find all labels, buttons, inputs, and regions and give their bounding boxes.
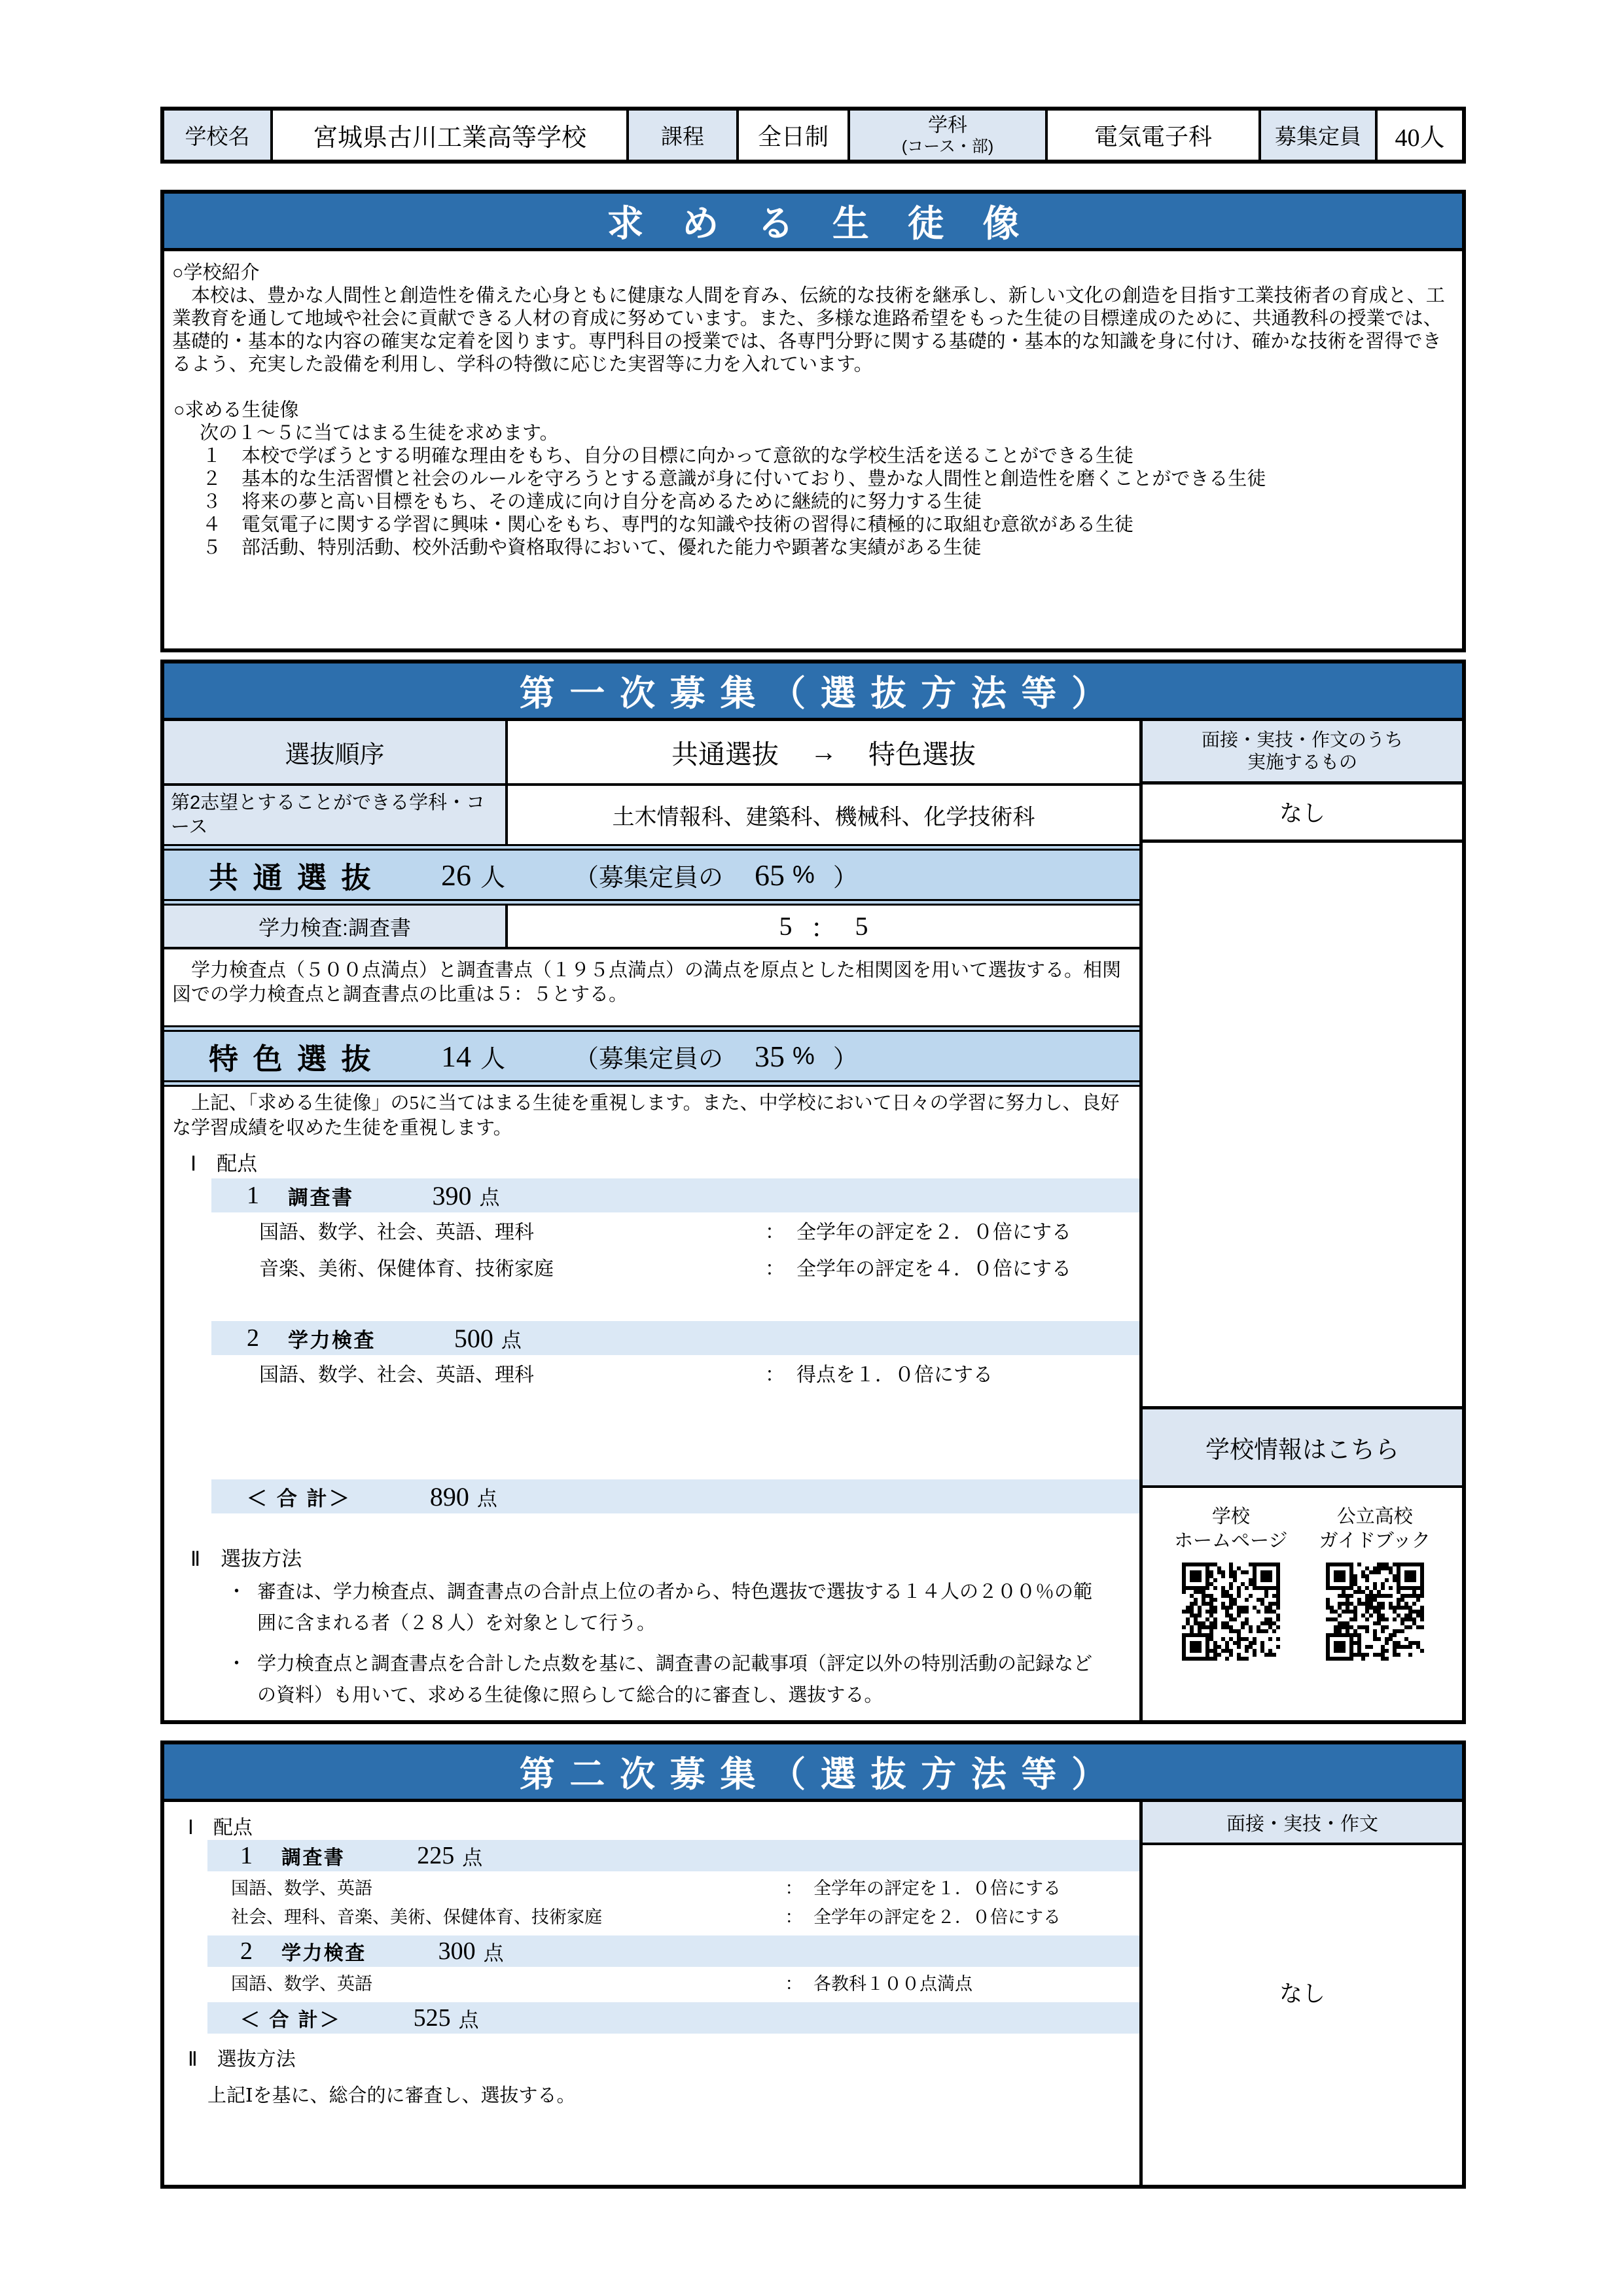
ideal-item-5 bbox=[202, 537, 1448, 559]
ratio-colon: ： bbox=[810, 913, 846, 943]
school-name-value: 宮城県古川工業高等学校 bbox=[270, 111, 626, 160]
side-body-cell bbox=[1143, 1845, 1462, 2185]
first-main-column bbox=[164, 721, 1143, 1720]
rule: 全学年の評定を４．０倍にする bbox=[796, 1258, 1071, 1280]
department-label-line2: (コース・部) bbox=[901, 137, 994, 156]
second-recruitment-body bbox=[164, 1802, 1462, 2185]
common-ratio-prefix: （募集定員の bbox=[574, 864, 724, 892]
rule: 全学年の評定を１．０倍にする bbox=[813, 1879, 1061, 1898]
band-number: 1 bbox=[247, 1182, 259, 1209]
band-name: 調査書 bbox=[288, 1186, 354, 1209]
exam-points-band bbox=[207, 1935, 1139, 1967]
item-text: 将来の夢と高い目標をもち、その達成に向け自分を高めるために継続的に努力する生徒 bbox=[241, 491, 982, 512]
ideal-item-3 bbox=[202, 491, 1448, 514]
second-main-column bbox=[164, 1802, 1143, 2185]
first-recruitment-body bbox=[164, 721, 1462, 1720]
rule: 全学年の評定を２．０倍にする bbox=[796, 1222, 1071, 1243]
qr-label-line2: ホームページ bbox=[1174, 1530, 1288, 1551]
total-label: ＜ 合 計＞ bbox=[247, 1487, 351, 1510]
total-points-unit: 点 bbox=[458, 2008, 479, 2032]
seek-heading: ○求める生徒像 bbox=[173, 400, 299, 421]
ideal-item-4 bbox=[202, 514, 1448, 537]
ideal-student-body bbox=[164, 251, 1462, 648]
band-points: 300 bbox=[438, 1937, 476, 1965]
band-name: 学力検査 bbox=[288, 1328, 376, 1352]
item-number: ３ bbox=[202, 491, 222, 512]
school-intro-heading: ○学校紹介 bbox=[172, 262, 260, 283]
method-heading: Ⅱ 選抜方法 bbox=[190, 1547, 302, 1570]
ideal-student-section bbox=[160, 190, 1466, 652]
subjects: 音楽、美術、保健体育、技術家庭 bbox=[259, 1258, 554, 1280]
interview-practical-essay-value: なし bbox=[1279, 1981, 1325, 2007]
guidebook-qr-block bbox=[1319, 1505, 1431, 1720]
common-ratio-percent-sign: % bbox=[793, 860, 815, 889]
colon-separator: ： bbox=[785, 1974, 803, 1994]
order-common: 共通選抜 bbox=[671, 739, 779, 769]
interview-practical-essay-value: なし bbox=[1143, 785, 1462, 843]
subjects: 国語、数学、英語 bbox=[231, 1974, 372, 1994]
department-value: 電気電子科 bbox=[1045, 111, 1258, 160]
subject-rule-line bbox=[231, 1877, 1139, 1900]
side-header-line1: 面接・実技・作文のうち bbox=[1201, 730, 1403, 750]
report-points-band bbox=[211, 1178, 1139, 1212]
common-selection-name: 共通選抜 bbox=[209, 860, 386, 894]
spacer bbox=[172, 376, 1448, 399]
subjects: 国語、数学、英語 bbox=[231, 1879, 372, 1898]
colon-separator: ： bbox=[765, 1364, 785, 1386]
band-points-unit: 点 bbox=[501, 1328, 522, 1352]
school-homepage-qr-code-icon bbox=[1182, 1563, 1280, 1661]
subject-rule-line bbox=[259, 1257, 1139, 1282]
bullet-icon: ・ bbox=[227, 1581, 247, 1602]
second-choice-row bbox=[164, 786, 1139, 844]
band-points: 500 bbox=[454, 1323, 493, 1353]
subject-rule-line bbox=[259, 1220, 1139, 1245]
common-ratio-suffix: ） bbox=[832, 864, 858, 892]
school-intro-paragraph: 本校は、豊かな人間性と創造性を備えた心身ともに健康な人間を育み、伝統的な技術を継承し、新しい文化の創造を目指す工業技術者の育成と、工業教育を通して地域や社会に貢献できる人材の育成に努めています。また、多様な進路希望をもった生徒の目標達成のために、共通教科の授業では、基礎的・基本的な内容の確実な定着を図ります。専門科目の授業では、各専門分野に関する基礎的・基本的な知識を身に付け、確かな技術を習得できるよう、充実した設備を利用し、学科の特徴に応じた実習等に力を入れています。 bbox=[172, 285, 1445, 375]
second-recruitment-banner: 第二次募集（選抜方法等） bbox=[164, 1744, 1462, 1802]
special-ratio-prefix: （募集定員の bbox=[574, 1045, 724, 1073]
ideal-student-banner: 求める生徒像 bbox=[164, 194, 1462, 251]
side-empty-cell bbox=[1143, 843, 1462, 1409]
band-number: 2 bbox=[240, 1937, 253, 1965]
total-points: 890 bbox=[429, 1481, 469, 1511]
item-number: ２ bbox=[202, 468, 222, 489]
ratio-report: 5 bbox=[855, 911, 878, 941]
item-text: 部活動、特別活動、校外活動や資格取得において、優れた能力や顕著な実績がある生徒 bbox=[241, 537, 982, 558]
band-points: 390 bbox=[432, 1180, 472, 1210]
selection-order-value bbox=[508, 721, 1139, 783]
band-points-unit: 点 bbox=[483, 1941, 504, 1965]
special-selection-band bbox=[164, 1025, 1139, 1087]
common-selection-description: 学力検査点（５００点満点）と調査書点（１９５点満点）の満点を原点とした相関図を用いて選抜する。相関図での学力検査点と調査書点の比重は５：５とする。 bbox=[172, 960, 1122, 1005]
method-item bbox=[227, 1648, 1104, 1711]
total-points-band bbox=[207, 2002, 1139, 2034]
colon-separator: ： bbox=[765, 1222, 785, 1243]
course-value: 全日制 bbox=[736, 111, 847, 160]
side-header-line2: 実施するもの bbox=[1247, 752, 1357, 772]
school-info-heading: 学校情報はこちら bbox=[1143, 1409, 1462, 1488]
common-selection-band bbox=[164, 844, 1139, 906]
colon-separator: ： bbox=[765, 1258, 785, 1280]
course-label: 課程 bbox=[626, 111, 736, 160]
total-points: 525 bbox=[413, 2004, 451, 2032]
special-selection-description: 上記、「求める生徒像」の5に当てはまる生徒を重視します。また、中学校において日々の学習に努力し、良好な学習成績を収めた生徒を重視します。 bbox=[172, 1093, 1120, 1139]
selection-order-row bbox=[164, 721, 1139, 786]
band-points-unit: 点 bbox=[479, 1186, 500, 1209]
capacity-label: 募集定員 bbox=[1258, 111, 1375, 160]
exam-report-ratio-row bbox=[164, 906, 1139, 949]
special-ratio-suffix: ） bbox=[832, 1045, 858, 1073]
common-selection-count-unit: 人 bbox=[480, 864, 506, 892]
band-points: 225 bbox=[417, 1842, 455, 1869]
subject-rule-line bbox=[231, 1905, 1139, 1929]
qr-label-line1: 公立高校 bbox=[1336, 1506, 1413, 1527]
band-number: 2 bbox=[247, 1324, 259, 1352]
band-name: 学力検査 bbox=[281, 1943, 366, 1964]
second-recruitment-section bbox=[160, 1740, 1466, 2189]
special-selection-count-unit: 人 bbox=[480, 1045, 506, 1073]
exam-report-ratio-label: 学力検査:調査書 bbox=[164, 906, 508, 947]
arrow-right-icon: → bbox=[810, 737, 837, 767]
qr-label-line2: ガイドブック bbox=[1319, 1530, 1431, 1551]
selection-order-label: 選抜順序 bbox=[164, 721, 508, 783]
second-choice-label: 第2志望とすることができる学科・コース bbox=[164, 786, 508, 844]
item-text: 基本的な生活習慣と社会のルールを守ろうとする意識が身に付いており、豊かな人間性と創造性を磨くことができる生徒 bbox=[241, 468, 1266, 489]
band-points-unit: 点 bbox=[462, 1846, 483, 1869]
subject-rule-line bbox=[231, 1972, 1139, 1996]
method-text: 審査は、学力検査点、調査書点の合計点上位の者から、特色選抜で選抜する１４人の２００％の範囲に含まれる者（２８人）を対象として行う。 bbox=[257, 1581, 1093, 1634]
interview-practical-essay-header bbox=[1143, 721, 1462, 785]
ideal-item-1 bbox=[202, 445, 1448, 468]
interview-practical-essay-header: 面接・実技・作文 bbox=[1143, 1802, 1462, 1845]
first-recruitment-section bbox=[160, 660, 1466, 1724]
exam-points-band bbox=[211, 1321, 1139, 1355]
second-choice-value: 土木情報科、建築科、機械科、化学技術科 bbox=[612, 805, 1035, 830]
special-selection-name: 特色選抜 bbox=[209, 1042, 386, 1076]
total-points-band bbox=[211, 1479, 1139, 1513]
rule: 各教科１００点満点 bbox=[813, 1974, 972, 1994]
department-label-line1: 学科 bbox=[928, 114, 967, 136]
seek-intro: 次の１～５に当てはまる生徒を求めます。 bbox=[200, 423, 559, 444]
ratio-exam: 5 bbox=[779, 911, 802, 941]
band-number: 1 bbox=[240, 1842, 253, 1869]
qr-label-line1: 学校 bbox=[1211, 1506, 1250, 1527]
rule: 得点を１．０倍にする bbox=[796, 1364, 993, 1386]
common-selection-count: 26 bbox=[441, 858, 472, 892]
allocation-heading: Ⅰ 配点 bbox=[188, 1817, 253, 1839]
total-points-unit: 点 bbox=[476, 1487, 497, 1510]
band-name: 調査書 bbox=[281, 1847, 346, 1869]
report-points-band bbox=[207, 1840, 1139, 1871]
special-selection-content bbox=[164, 1087, 1139, 1720]
exam-report-ratio-value bbox=[508, 906, 1139, 947]
item-number: ４ bbox=[202, 514, 222, 535]
total-label: ＜ 合 計＞ bbox=[240, 2009, 342, 2031]
school-name-label: 学校名 bbox=[164, 111, 270, 160]
colon-separator: ： bbox=[785, 1879, 803, 1898]
colon-separator: ： bbox=[785, 1907, 803, 1927]
bullet-icon: ・ bbox=[227, 1653, 247, 1674]
item-text: 電気電子に関する学習に興味・関心をもち、専門的な知識や技術の習得に積極的に取組む意欲がある生徒 bbox=[241, 514, 1134, 535]
special-ratio-percent-sign: % bbox=[793, 1042, 815, 1070]
method-item bbox=[227, 1576, 1104, 1639]
school-homepage-qr-block bbox=[1174, 1505, 1287, 1720]
first-recruitment-banner: 第一次募集（選抜方法等） bbox=[164, 663, 1462, 721]
method-heading: Ⅱ 選抜方法 bbox=[188, 2049, 296, 2070]
special-selection-count: 14 bbox=[441, 1039, 472, 1073]
common-ratio-percent: 65 bbox=[755, 858, 785, 892]
item-number: １ bbox=[202, 446, 222, 467]
allocation-heading: Ⅰ 配点 bbox=[190, 1152, 258, 1175]
subject-rule-line bbox=[259, 1363, 1139, 1388]
guidebook-qr-code-icon bbox=[1326, 1563, 1424, 1661]
subjects: 国語、数学、社会、英語、理科 bbox=[259, 1364, 534, 1386]
item-text: 本校で学ぼうとする明確な理由をもち、自分の目標に向かって意欲的な学校生活を送ることができる生徒 bbox=[241, 446, 1134, 467]
special-ratio-percent: 35 bbox=[755, 1039, 785, 1073]
rule: 全学年の評定を２．０倍にする bbox=[813, 1907, 1061, 1927]
subjects: 社会、理科、音楽、美術、保健体育、技術家庭 bbox=[231, 1907, 602, 1927]
item-number: ５ bbox=[202, 537, 222, 558]
subjects: 国語、数学、社会、英語、理科 bbox=[259, 1222, 534, 1243]
capacity-value: 40人 bbox=[1375, 111, 1462, 160]
qr-code-area bbox=[1143, 1488, 1462, 1720]
method-text: 上記Ⅰを基に、総合的に審査し、選抜する。 bbox=[207, 2085, 576, 2106]
school-header-table bbox=[160, 107, 1466, 164]
order-special: 特色選抜 bbox=[868, 739, 976, 769]
department-label bbox=[847, 111, 1045, 160]
first-side-column bbox=[1143, 721, 1462, 1720]
second-side-column bbox=[1143, 1802, 1462, 2185]
ideal-item-2 bbox=[202, 468, 1448, 491]
method-text: 学力検査点と調査書点を合計した点数を基に、調査書の記載事項（評定以外の特別活動の記録などの資料）も用いて、求める生徒像に照らして総合的に審査し、選抜する。 bbox=[257, 1653, 1093, 1706]
